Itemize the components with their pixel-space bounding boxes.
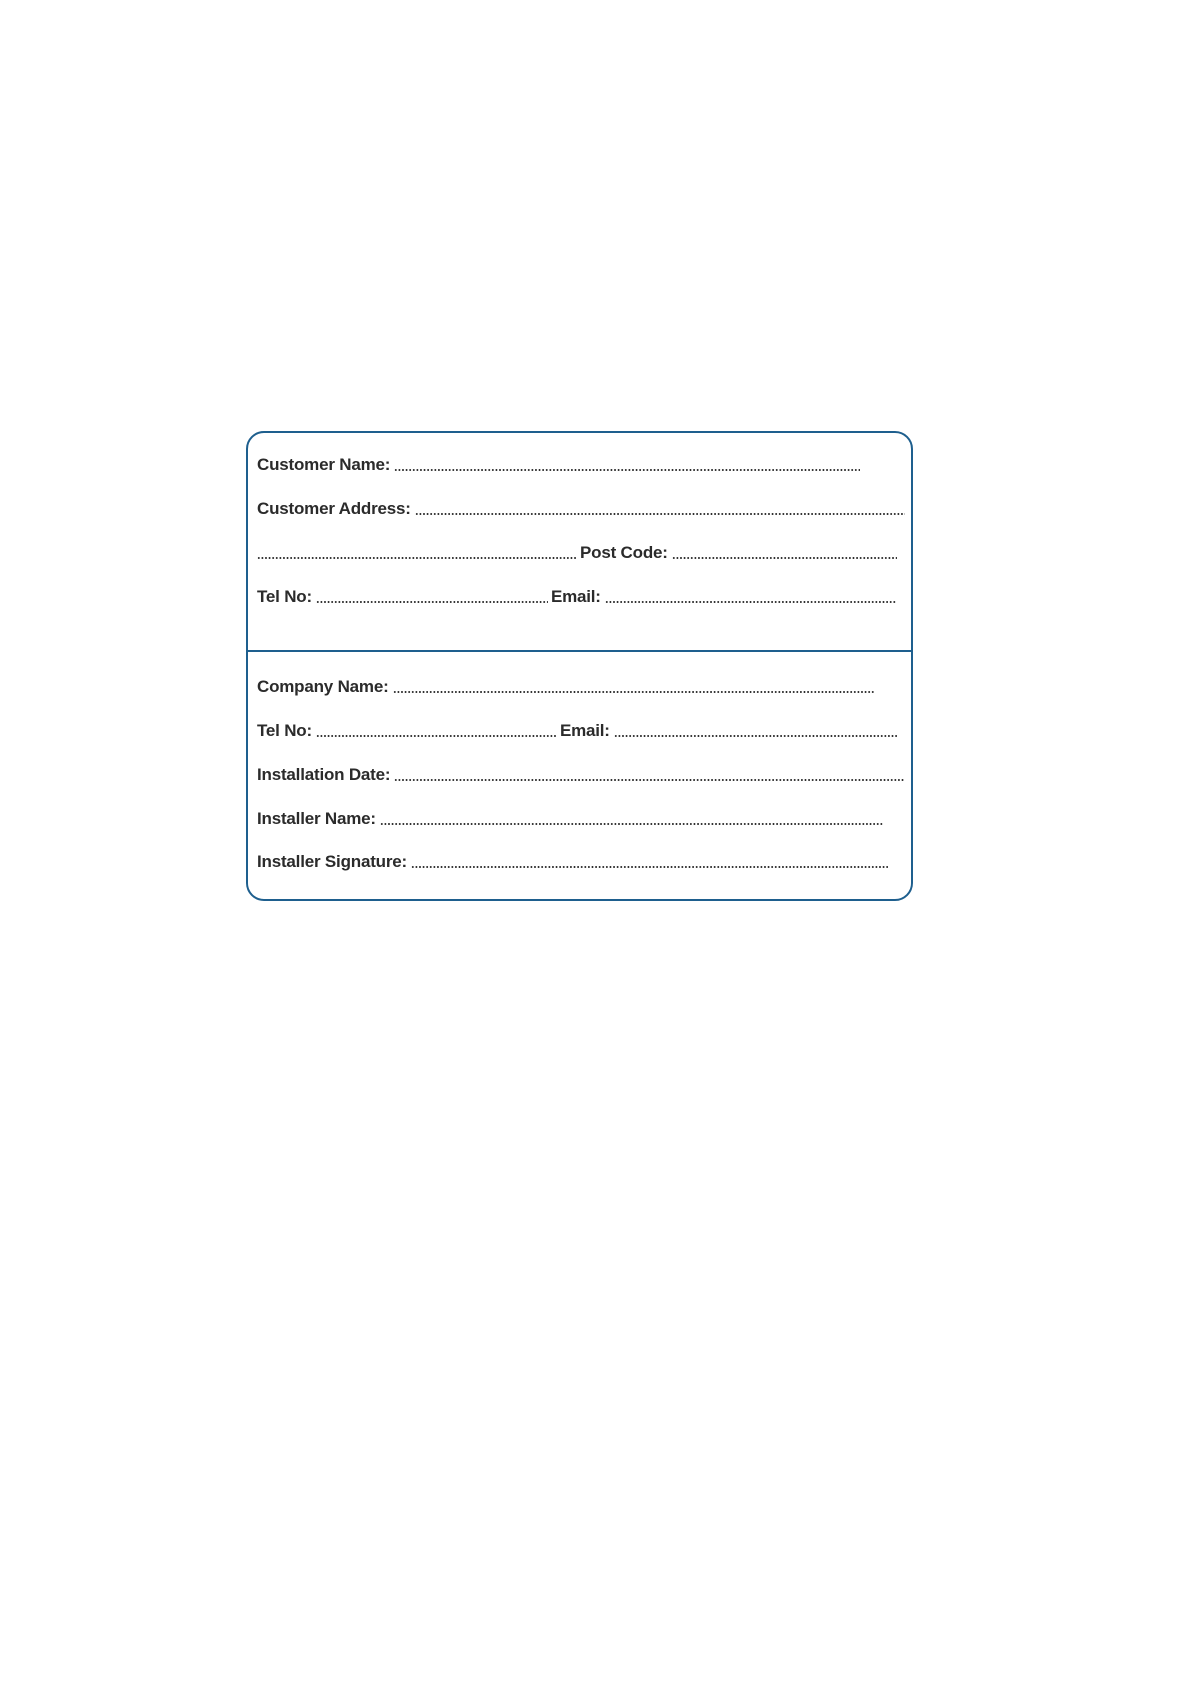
- company-name-row: [257, 671, 874, 697]
- customer-address-row: [257, 493, 905, 519]
- installer-name-label: Installer Name:: [257, 809, 376, 828]
- address-line2-postcode-row: [257, 537, 897, 563]
- warranty-registration-form: [246, 431, 913, 901]
- post-code-label: Post Code:: [580, 543, 668, 562]
- installer-signature-row: [257, 846, 888, 872]
- company-tel-label: Tel No:: [257, 721, 312, 740]
- customer-address-line2-field[interactable]: [257, 557, 577, 559]
- installer-name-field[interactable]: [380, 823, 884, 825]
- customer-name-row: [257, 449, 860, 475]
- customer-details-section: [248, 433, 911, 650]
- customer-address-field[interactable]: [415, 513, 905, 515]
- customer-address-label: Customer Address:: [257, 499, 411, 518]
- customer-tel-label: Tel No:: [257, 587, 312, 606]
- company-name-field[interactable]: [393, 691, 874, 693]
- installer-signature-field[interactable]: [411, 866, 888, 868]
- installer-name-row: [257, 803, 884, 829]
- customer-name-field[interactable]: [394, 469, 860, 471]
- company-email-label: Email:: [559, 721, 610, 740]
- installation-date-row: [257, 759, 904, 785]
- customer-contact-row: [257, 581, 897, 607]
- customer-email-label: Email:: [550, 587, 601, 606]
- customer-email-field[interactable]: [605, 601, 897, 603]
- company-email-field[interactable]: [614, 735, 897, 737]
- company-contact-row: [257, 715, 897, 741]
- installation-date-label: Installation Date:: [257, 765, 391, 784]
- post-code-field[interactable]: [672, 557, 897, 559]
- installer-signature-label: Installer Signature:: [257, 852, 407, 871]
- company-name-label: Company Name:: [257, 677, 389, 696]
- company-tel-field[interactable]: [316, 735, 557, 737]
- installation-date-field[interactable]: [394, 779, 904, 781]
- customer-name-label: Customer Name:: [257, 455, 391, 474]
- customer-tel-field[interactable]: [316, 601, 548, 603]
- installer-details-section: [248, 652, 911, 899]
